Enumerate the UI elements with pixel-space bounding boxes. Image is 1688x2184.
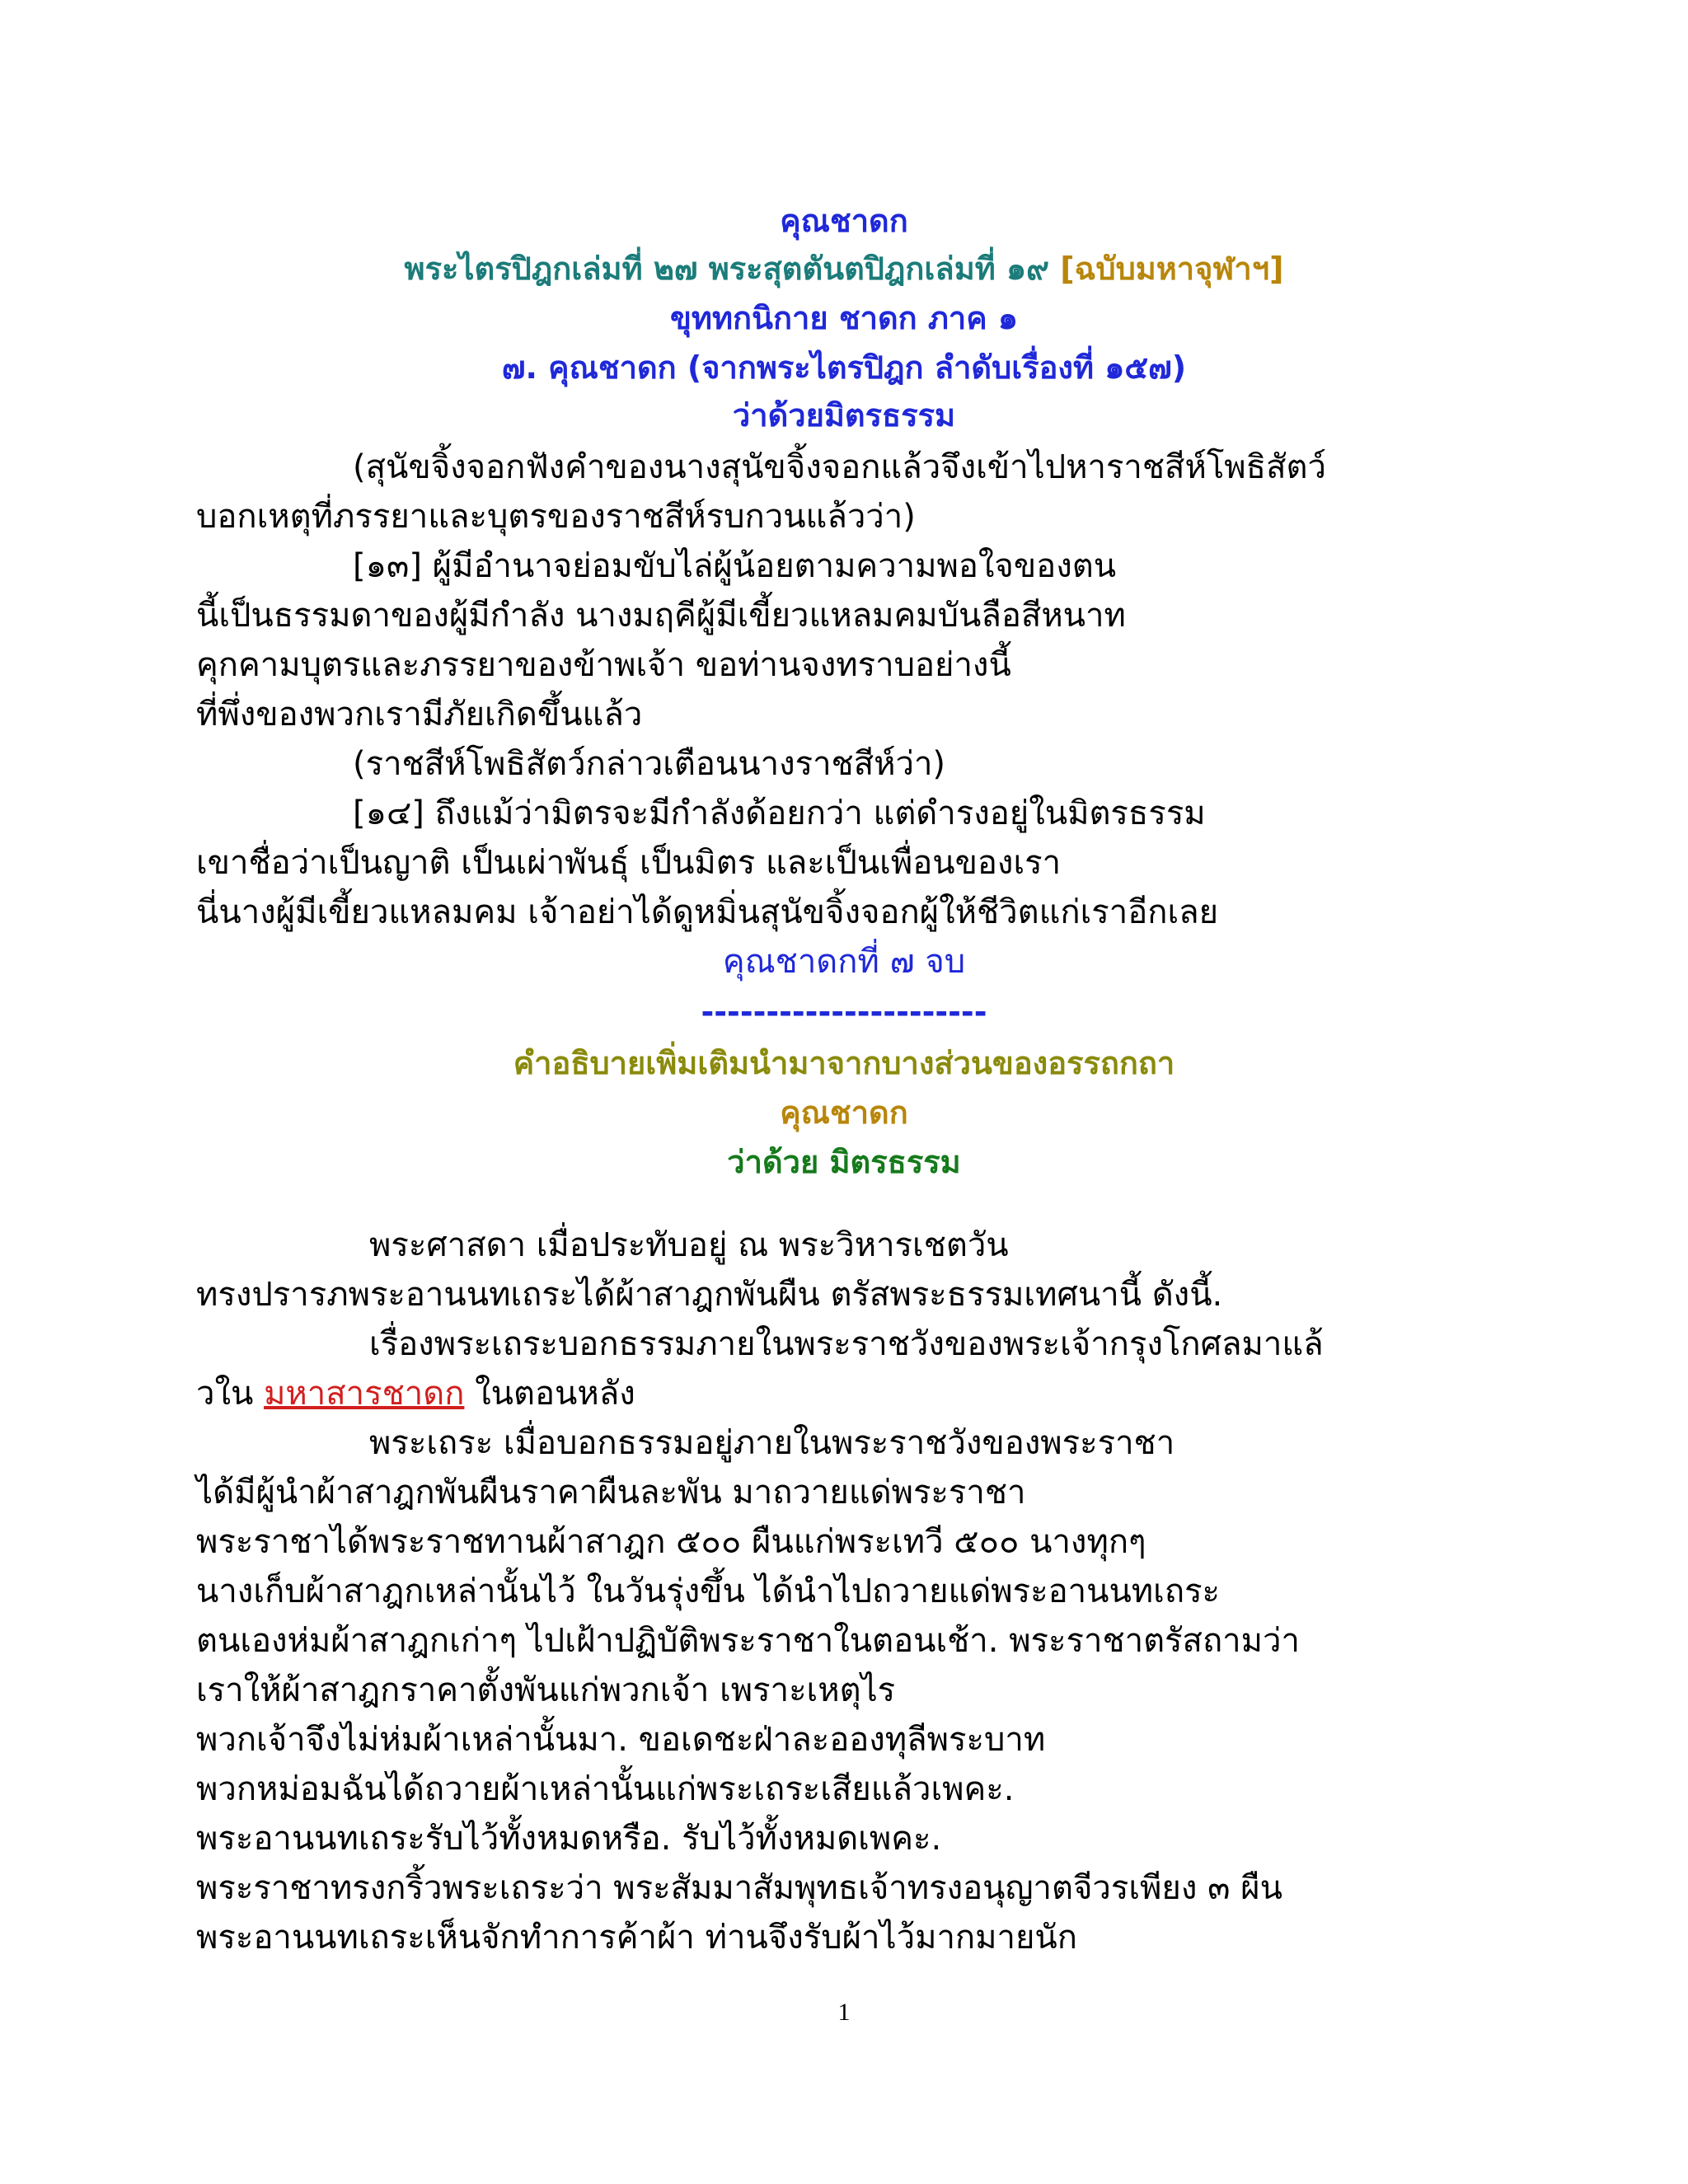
commentary-line: พระศาสดา เมื่อประทับอยู่ ณ พระวิหารเชตวัน — [369, 1226, 1009, 1264]
volume-line — [0, 246, 1688, 292]
document-title: คุณชาดก — [780, 203, 908, 239]
scripture-line: (สุนัขจิ้งจอกฟังคำของนางสุนัขจิ้งจอกแล้วจึงเข้าไปหาราชสีห์โพธิสัตว์ — [353, 448, 1326, 486]
commentary-line: นางเก็บผ้าสาฎกเหล่านั้นไว้ ในวันรุ่งขึ้น ได้นำไปถวายแด่พระอานนทเถระ — [196, 1572, 1221, 1610]
commentary-line: พระราชาทรงกริ้วพระเถระว่า พระสัมมาสัมพุทธเจ้าทรงอนุญาตจีวรเพียง ๓ ผืน — [196, 1869, 1282, 1907]
scripture-line: บอกเหตุที่ภรรยาและบุตรของราชสีห์รบกวนแล้วว่า) — [196, 498, 916, 536]
end-note: คุณชาดกที่ ๗ จบ — [722, 943, 966, 981]
commentary-line-suffix: ในตอนหลัง — [464, 1375, 635, 1413]
volume-main: พระไตรปิฎกเล่มที่ ๒๗ พระสุตตันตปิฎกเล่มที่ ๑๙ — [404, 251, 1049, 287]
scripture-line: นี่นางผู้มีเขี้ยวแหลมคม เจ้าอย่าได้ดูหมิ่นสุนัขจิ้งจอกผู้ให้ชีวิตแก่เราอีกเลย — [196, 893, 1219, 931]
commentary-heading: คำอธิบายเพิ่มเติมนำมาจากบางส่วนของอรรถกถา — [513, 1045, 1175, 1081]
commentary-line: พวกเจ้าจึงไม่ห่มผ้าเหล่านั้นมา. ขอเดชะฝ่าละอองทุลีพระบาท — [196, 1721, 1046, 1759]
volume-edition: [ฉบับมหาจุฬาฯ] — [1060, 251, 1284, 287]
commentary-line: พระเถระ เมื่อบอกธรรมอยู่ภายในพระราชวังของพระราชา — [369, 1424, 1175, 1462]
commentary-line: พระราชาได้พระราชทานผ้าสาฎก ๕๐๐ ผืนแก่พระเทวี ๕๐๐ นางทุกๆ — [196, 1523, 1146, 1561]
commentary-line: พระอานนทเถระเห็นจักทำการค้าผ้า ท่านจึงรับผ้าไว้มากมายนัก — [196, 1919, 1077, 1957]
scripture-line: (ราชสีห์โพธิสัตว์กล่าวเตือนนางราชสีห์ว่า) — [353, 745, 946, 783]
page-number: 1 — [837, 1999, 851, 2026]
commentary-line-prefix: วใน — [196, 1375, 265, 1413]
scripture-line: [๑๓] ผู้มีอำนาจย่อมขับไล่ผู้น้อยตามความพอใจของตน — [353, 547, 1117, 585]
scripture-line: นี้เป็นธรรมดาของผู้มีกำลัง นางมฤคีผู้มีเขี้ยวแหลมคมบันลือสีหนาท — [196, 597, 1126, 635]
commentary-line: เราให้ผ้าสาฎกราคาตั้งพันแก่พวกเจ้า เพราะเหตุไร — [196, 1671, 896, 1709]
scripture-line: เขาชื่อว่าเป็นญาติ เป็นเผ่าพันธุ์ เป็นมิตร และเป็นเพื่อนของเรา — [196, 844, 1062, 882]
topic-line: ว่าด้วยมิตรธรรม — [732, 397, 956, 434]
commentary-line: ตนเองห่มผ้าสาฎกเก่าๆ ไปเฝ้าปฏิบัติพระราชาในตอนเช้า. พระราชาตรัสถามว่า — [196, 1622, 1300, 1660]
story-line: ๗. คุณชาดก (จากพระไตรปิฎก ลำดับเรื่องที่ ๑๕๗) — [501, 349, 1187, 386]
commentary-line: ได้มีผู้นำผ้าสาฎกพันผืนราคาผืนละพัน มาถวายแด่พระราชา — [196, 1474, 1026, 1511]
separator: ---------------------- — [701, 994, 987, 1030]
scripture-line: ที่พึ่งของพวกเรามีภัยเกิดขึ้นแล้ว — [196, 696, 643, 733]
mahasara-jataka-link[interactable]: มหาสารชาดก — [264, 1375, 465, 1413]
commentary-line: พวกหม่อมฉันได้ถวายผ้าเหล่านั้นแก่พระเถระเสียแล้วเพคะ. — [196, 1770, 1015, 1808]
collection-line: ขุททกนิกาย ชาดก ภาค ๑ — [669, 300, 1019, 336]
commentary-title: คุณชาดก — [780, 1094, 908, 1131]
commentary-line: พระอานนทเถระรับไว้ทั้งหมดหรือ. รับไว้ทั้งหมดเพคะ. — [196, 1820, 942, 1858]
commentary-line: เรื่องพระเถระบอกธรรมภายในพระราชวังของพระเจ้ากรุงโกศลมาแล้ — [369, 1325, 1324, 1363]
commentary-line: ทรงปรารภพระอานนทเถระได้ผ้าสาฎกพันผืน ตรัสพระธรรมเทศนานี้ ดังนี้. — [196, 1276, 1223, 1314]
scripture-line: [๑๔] ถึงแม้ว่ามิตรจะมีกำลังด้อยกว่า แต่ดำรงอยู่ในมิตรธรรม — [353, 794, 1206, 832]
scripture-line: คุกคามบุตรและภรรยาของข้าพเจ้า ขอท่านจงทราบอย่างนี้ — [196, 646, 1011, 684]
commentary-topic: ว่าด้วย มิตรธรรม — [727, 1144, 961, 1180]
commentary-line — [196, 1370, 635, 1418]
